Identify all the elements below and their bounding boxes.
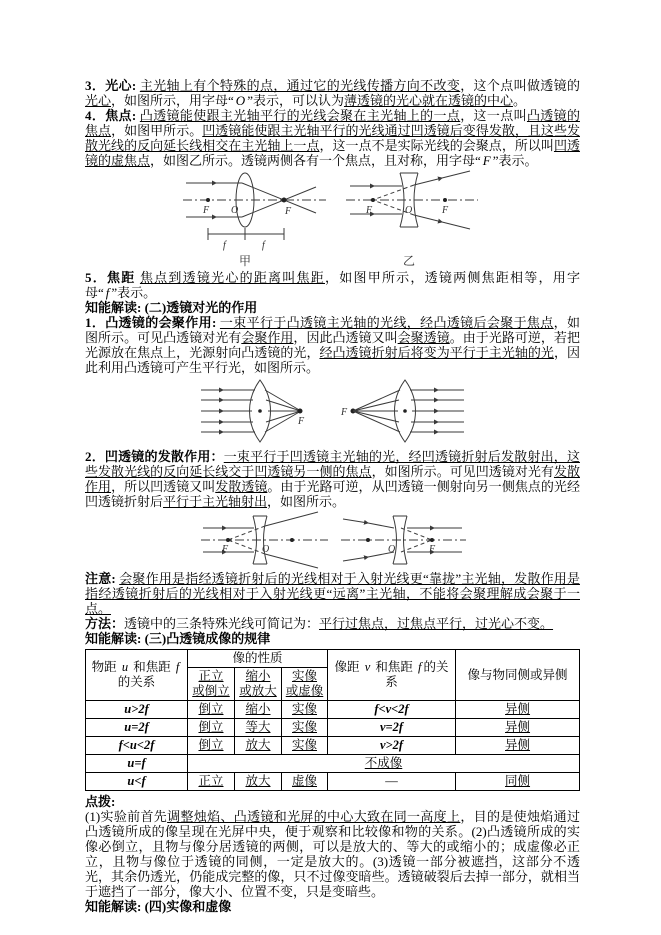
focal-label-F: F (284, 206, 291, 217)
table-cell: 异侧 (456, 701, 580, 719)
table-cell: 放大 (235, 737, 282, 755)
table-cell: 异侧 (456, 719, 580, 737)
paragraph-concave-diverging: 2．凹透镜的发散作用：一束平行于凹透镜主光轴的光，经凹透镜折射后发散射出，这些发散光线的反向延长线交于凹透镜另一侧的焦点，如图所示。可见凹透镜对光有发散作用，所以凹透镜又叫发散透镜。由于光路可逆，从凹透镜一侧射向另一侧焦点的光经凹透镜折射后平行于主光轴射出，如图所示。 (85, 449, 580, 509)
paragraph-optical-center: 3．光心: 主光轴上有个特殊的点，通过它的光线传播方向不改变，这个点叫做透镜的光心，如图所示，用字母“ O ”表示，可以认为薄透镜的光心就在透镜的中心。 (85, 78, 580, 108)
table-cell: u=2f (86, 719, 188, 737)
table-cell: 正立 (188, 773, 235, 791)
table-cell: 倒立 (188, 719, 235, 737)
optical-center-label-O: O (230, 205, 238, 216)
convex-lens-focal-diagram (183, 173, 326, 268)
paragraph-notice: 注意: 会聚作用是指经透镜折射后的光线相对于入射光线更“靠拢”主光轴，发散作用是指经透镜折射后的光线相对于入射光线更“远离”主光轴，不能将会聚理解成会聚于一点。 (85, 571, 580, 616)
imaging-rules-table (85, 649, 580, 791)
table-cell: 倒立 (188, 737, 235, 755)
table-cell: v=2f (328, 719, 456, 737)
paragraph-method: 方法：透镜中的三条特殊光线可简记为：平行过焦点，过焦点平行，过光心不变。 (85, 616, 554, 631)
optical-center-label-O: O (387, 544, 395, 555)
focal-length-label-f: f (222, 240, 226, 251)
table-row (86, 719, 580, 737)
focal-label-F: F (428, 544, 435, 555)
table-cell: 等大 (235, 719, 282, 737)
table-cell: — (328, 773, 456, 791)
parallel-rays-to-focus (201, 380, 305, 442)
virtual-focal-label-F: F (221, 544, 228, 555)
concave-diverging-diagram (198, 511, 468, 569)
table-cell: 缩小 (235, 701, 282, 719)
table-cell: 倒立 (188, 701, 235, 719)
table-cell: 虚像 (282, 773, 328, 791)
document-page (85, 0, 580, 914)
table-cell: 异侧 (456, 737, 580, 755)
table-cell: u=f (86, 755, 188, 773)
paragraph-focal-point: 4．焦点: 凸透镜能使跟主光轴平行的光线会聚在主光轴上的一点，这一点叫凸透镜的焦点，如图甲所示。凹透镜能使跟主光轴平行的光线通过凹透镜后变得发散，且这些发散光线的反向延长线相交在主光轴上一点，这一点不是实际光线的会聚点，所以叫凹透镜的虚焦点，如图乙所示。透镜两侧各有一个焦点，且对称，用字母“ F ”表示。 (85, 108, 580, 168)
lens-focal-diagram (178, 170, 488, 268)
focal-label-F: F (297, 416, 304, 427)
focal-length-label-f: f (261, 240, 265, 251)
header-reduced-magnified: 缩小 或放大 (235, 668, 282, 701)
table-row (86, 773, 580, 791)
table-cell: f<v<2f (328, 701, 456, 719)
figure-label-yi: 乙 (402, 254, 415, 268)
concave-lens-focal-diagram (346, 171, 478, 268)
rays-toward-far-focus (341, 516, 466, 564)
focal-label-F: F (340, 407, 347, 418)
focal-label-F: F (202, 205, 209, 216)
focal-label-F: F (441, 205, 448, 216)
table-cell: u>2f (86, 701, 188, 719)
header-object-distance: 物距 u 和焦距 f 的关系 (86, 650, 188, 701)
table-cell: 实像 (282, 701, 328, 719)
table-cell: 实像 (282, 719, 328, 737)
virtual-focal-label-F: F (365, 205, 372, 216)
table-cell: 同侧 (456, 773, 580, 791)
header-image-properties: 像的性质 (188, 650, 328, 668)
table-row (86, 737, 580, 755)
paragraph-focal-length: 5．焦距 焦点到透镜光心的距离叫焦距，如图甲所示，透镜两侧焦距相等，用字母“ f ”表示。 (85, 270, 580, 300)
header-real-virtual: 实像 或虚像 (282, 668, 328, 701)
table-cell: f<u<2f (86, 737, 188, 755)
header-upright-inverted: 正立 或倒立 (188, 668, 235, 701)
table-cell: 实像 (282, 737, 328, 755)
header-same-or-opposite-side: 像与物同侧或异侧 (456, 650, 580, 701)
paragraph-convex-converging: 1．凸透镜的会聚作用: 一束平行于凸透镜主光轴的光线，经凸透镜后会聚于焦点，如图所示。可见凸透镜对光有会聚作用，因此凸透镜又叫会聚透镜。由于光路可逆，若把光源放在焦点上，光源射向凸透镜的光，经凸透镜折射后将变为平行于主光轴的光，因此利用凸透镜可产生平行光，如图所示。 (85, 315, 580, 375)
table-cell: 放大 (235, 773, 282, 791)
paragraph-tips: (1)实验前首先调整烛焰、凸透镜和光屏的中心大致在同一高度上，目的是使烛焰通过凸透镜所成的像呈现在光屏中央，便于观察和比较像和物的关系。(2)凸透镜所成的实像必倒立，且物与像分居透镜的两侧，可以是放大的、等大的或缩小的；成虚像必正立，且物与像位于透镜的同侧，一定是放大的。(3)透镜一部分被遮挡，这部分不透光，其余仍透光，仍能成完整的像，只不过像变暗些。透镜破裂后去掉一部分，就相当于遮挡了一部分，像大小、位置不变，只是变暗些。 (85, 809, 580, 899)
table-cell-no-image: 不成像 (188, 755, 580, 773)
heading-section-four: 知能解读: (四)实像和虚像 (85, 899, 232, 914)
parallel-rays-diverged (201, 512, 328, 568)
optical-center-label-O: O (404, 205, 412, 216)
focus-to-parallel-rays (340, 380, 464, 442)
header-image-distance: 像距 v 和焦距 f 的关系 (328, 650, 456, 701)
figure-converging-action (85, 377, 580, 447)
figure-diverging-action (85, 511, 580, 569)
paragraph-tips-label: 点拨: (85, 794, 116, 809)
figure-label-jia: 甲 (238, 254, 251, 268)
heading-section-two: 知能解读: (二)透镜对光的作用 (85, 300, 258, 315)
table-row (86, 755, 580, 773)
figure-focal-points (85, 170, 580, 268)
table-cell: u<f (86, 773, 188, 791)
table-cell: v>2f (328, 737, 456, 755)
heading-section-three: 知能解读: (三)凸透镜成像的规律 (85, 631, 271, 646)
table-row (86, 701, 580, 719)
optical-center-label-O: O (261, 544, 269, 555)
convex-converging-diagram (198, 377, 468, 447)
